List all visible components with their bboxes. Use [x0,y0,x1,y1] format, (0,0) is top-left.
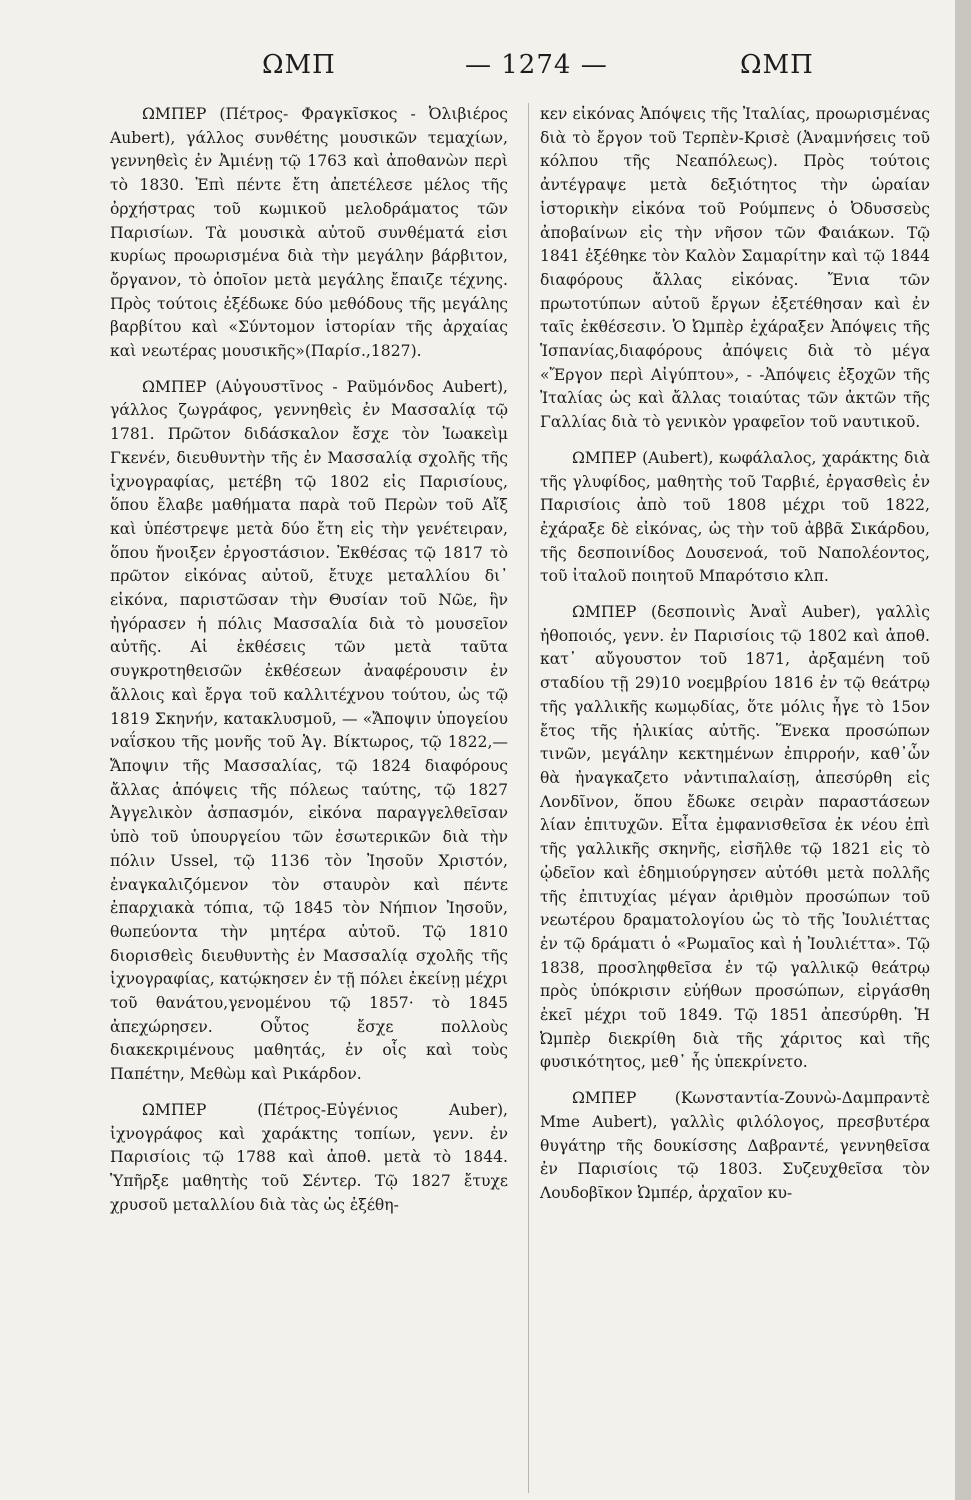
entry-ompier-petros-eugenios: ΩΜΠΕΡ (Πέτρος-Εὐγένιος Auber), ἰχνογράφος καὶ χαράκτης τοπίων, γενν. ἐν Παρισίοις τῷ 1788 καὶ ἀποθ. μετὰ τὸ 1844. Ὑπῆρξε μαθητὴς τοῦ Σέντερ. Τῷ 1827 ἔτυχε χρυσοῦ μεταλλίου διὰ τὰς ὡς ἐξέθη- [110,1100,508,1214]
entry-ompier-anais: ΩΜΠΕΡ (δεσποινὶς Ἀναῒ Auber), γαλλὶς ἠθοποιός, γενν. ἐν Παρισίοις τῷ 1802 καὶ ἀποθ. κατ᾽ αὔγουστον τοῦ 1871, ἀρξαμένη τοῦ σταδίου τῇ 29)10 νοεμβρίου 1816 ἐν τῷ θεάτρῳ τῆς γαλλικῆς κωμῳδίας, ὅτε μόλις ἦγε τὸ 15ον ἔτος τῆς ἡλικίας αὐτῆς. Ἕνεκα προσώπων τινῶν, μεγάλην κεκτημένων ἐπιρροήν, καθ᾽ὧν θὰ ἠναγκαζετο νἀντιπαλαίσῃ, ἀπεσύρθη εἰς Λονδῖνον, ὅπου ἔδωκε σειρὰν παραστάσεων λίαν ἐπιτυχῶν. Εἶτα ἐμφανισθεῖσα ἐκ νέου ἐπὶ τῆς γαλλικῆς σκηνῆς, εἰσῆλθε τῷ 1821 εἰς τὸ ᾠδεῖον καὶ ἐδημιούργησεν αὐτόθι μετὰ πολλῆς τῆς ἐπιτυχίας μέγαν ἀριθμὸν προσώπων τοῦ νεωτέρου δραματολογίου ὡς τὸ τῆς Ἰουλιέττας ἐν τῷ δράματι ὁ «Ρωμαῖος καὶ ἡ Ἰουλιέττα». Τῷ 1838, προσληφθεῖσα ἐν τῷ γαλλικῷ θεάτρῳ πρὸς ὑπόκρισιν εὐήθων προσώπων, εἰργάσθη ἐκεῖ μέχρι τοῦ 1849. Τῷ 1851 ἀπεσύρθη. Ἡ Ὠμπὲρ διεκρίθη διὰ τῆς χάριτος καὶ τῆς φυσικότητος, μεθ᾽ ἧς ὑπεκρίνετο. [540,603,930,1072]
column-divider [528,103,529,1493]
running-head-right: ΩΜΠ [740,50,814,80]
entry-ompier-engraver: ΩΜΠΕΡ (Aubert), κωφάλαλος, χαράκτης διὰ τῆς γλυφίδος, μαθητὴς τοῦ Ταρβιέ, ἐργασθεὶς ἐν Παρισίοις ἀπὸ τοῦ 1808 μέχρι τοῦ 1822, ἐχάραξε δὲ εἰκόνας, ὡς τὴν τοῦ ἀββᾶ Σικάρδου, τῆς δεσποινίδος Δουσενοά, τοῦ Ναπολέοντος, τοῦ ἰταλοῦ ποιητοῦ Μπαρότσιο κλπ. [540,448,930,586]
entry-ompier-petros-frangiskos: ΩΜΠΕΡ (Πέτρος- Φραγκῖσκος - Ὀλιβιέρος Aubert), γάλλος συνθέτης μουσικῶν τεμαχίων, γεννηθεὶς ἐν Ἀμιένῃ τῷ 1763 καὶ ἀποθανὼν περὶ τὸ 1830. Ἐπὶ πέντε ἔτη ἀπετέλεσε μέλος τῆς ὀρχήστρας τοῦ κωμικοῦ μελοδράματος τῶν Παρισίων. Τὰ μουσικὰ αὐτοῦ συνθέματά εἰσι κυρίως προωρισμένα διὰ τὴν μεγάλην βάρβιτον, ὄργανον, τὸ ὁποῖον μετὰ μεγάλης ἔπαιζε τέχνης. Πρὸς τούτοις ἐξέδωκε δύο μεθόδους τῆς μεγάλης βαρβίτου καὶ «Σύντομον ἱστορίαν τῆς ἀρχαίας καὶ νεωτέρας μουσικῆς»(Παρίσ.,1827). [110,105,508,361]
page-header [110,50,870,94]
page-number: — 1274 — [465,50,608,80]
right-column [540,103,930,1218]
entry-ompier-augoustinos: ΩΜΠΕΡ (Αὐγουστῖνος - Ραϋμόνδος Aubert), γάλλος ζωγράφος, γεννηθεὶς ἐν Μασσαλίᾳ τῷ 1781. Πρῶτον διδάσκαλον ἔσχε τὸν Ἰωακεὶμ Γκενέν, διευθυντὴν τῆς ἐν Μασσαλίᾳ σχολῆς τῆς ἰχνογραφίας, μετέβη τῷ 1802 εἰς Παρισίους, ὅπου ἔλαβε μαθήματα παρὰ τοῦ Περὼν τοῦ Αἴξ καὶ ὑπέστρεψε μετὰ δύο ἔτη εἰς τὴν γενέτειραν, ὅπου ἤνοιξεν ἐργοστάσιον. Ἐκθέσας τῷ 1817 τὸ πρῶτον εἰκόνας αὐτοῦ, ἔτυχε μεταλλίου δι᾽ εἰκόνα, παριστῶσαν τὴν Θυσίαν τοῦ Νῶε, ἣν ἠγόρασεν ἡ πόλις Μασσαλία διὰ τὸ μουσεῖον αὐτῆς. Αἱ ἐκθέσεις τῶν μετὰ ταῦτα συγκροτηθεισῶν ἐκθέσεων ἀναφέρουσιν ἐν ἄλλοις καὶ ἔργα τοῦ καλλιτέχνου τούτου, ὡς τῷ 1819 Σκηνήν, κατακλυσμοῦ, — «Ἄποψιν ὑπογείου ναΐσκου τῆς μονῆς τοῦ Ἁγ. Βίκτωρος, τῷ 1822,—Ἄποψιν τῆς Μασσαλίας, τῷ 1824 διαφόρους ἄλλας ἀπόψεις τῆς πόλεως ταύτης, τῷ 1827 Ἀγγελικὸν ἀσπασμόν, εἰκόνα παραγγελθεῖσαν ὑπὸ τοῦ ὑπουργείου τῶν ἐσωτερικῶν διὰ τὴν πόλιν Ussel, τῷ 1136 τὸν Ἰησοῦν Χριστόν, ἐναγκαλιζόμενον τὸν σταυρὸν καὶ πέντε ἐπαρχιακὰ τόπια, τῷ 1845 τὸν Νήπιον Ἰησοῦν, θωπεύοντα τὴν μητέρα αὐτοῦ. Τῷ 1810 διορισθεὶς διευθυντὴς ἐν Μασσαλίᾳ σχολῆς τῆς ἰχνογραφίας, κατῴκησεν ἐν τῇ πόλει ἐκείνῃ μέχρι τοῦ θανάτου,γενομένου τῷ 1857· τὸ 1845 ἀπεχώρησεν. Οὗτος ἔσχε πολλοὺς διακεκριμένους μαθητάς, ἐν οἷς καὶ τοὺς Παπέτην, Μεθὼμ καὶ Ρικάρδον. [110,377,508,1084]
left-column [110,103,508,1229]
book-spine-edge [955,0,971,1500]
entry-continuation: κεν εἰκόνας Ἀπόψεις τῆς Ἰταλίας, προωρισμένας διὰ τὸ ἔργον τοῦ Τερπὲν-Κρισὲ (Ἀναμνήσεις τοῦ κόλπου τῆς Νεαπόλεως). Πρὸς τούτοις ἀντέγραψε μετὰ δεξιότητος τὴν ὡραίαν ἱστορικὴν εἰκόνα τοῦ Ρούμπενς ὁ Ὀδυσσεὺς ἀποβαίνων εἰς τὴν νῆσον τῶν Φαιάκων. Τῷ 1841 ἐξέθηκε τὸν Καλὸν Σαμαρίτην καὶ τῷ 1844 διαφόρους ἄλλας εἰκόνας. Ἔνια τῶν πρωτοτύπων αὐτοῦ ἔργων ἐξετέθησαν καὶ ἐν ταῖς ἐκθέσεσιν. Ὁ Ὠμπὲρ ἐχάραξεν Ἀπόψεις τῆς Ἱσπανίας,διαφόρους ἀπόψεις διὰ τὸ μέγα «Ἔργον περὶ Αἰγύπτου», - -Ἀπόψεις ἐξοχῶν τῆς Ἰταλίας ὡς καὶ ἄλλας τοιαύτας τῶν ἀκτῶν τῆς Γαλλίας διὰ τὸ γενικὸν γραφεῖον τοῦ ναυτικοῦ. [540,105,930,432]
running-head-left: ΩΜΠ [262,50,336,80]
entry-ompier-konstantia: ΩΜΠΕΡ (Κωνσταντία-Ζουνὼ-Δαμπραντὲ Mme Aubert), γαλλὶς φιλόλογος, πρεσβυτέρα θυγάτηρ τῆς δουκίσσης Δαβραντέ, γεννηθεῖσα ἐν Παρισίοις τῷ 1803. Συζευχθεῖσα τὸν Λουδοβῖκον Ὠμπέρ, ἀρχαῖον κυ- [540,1089,930,1202]
